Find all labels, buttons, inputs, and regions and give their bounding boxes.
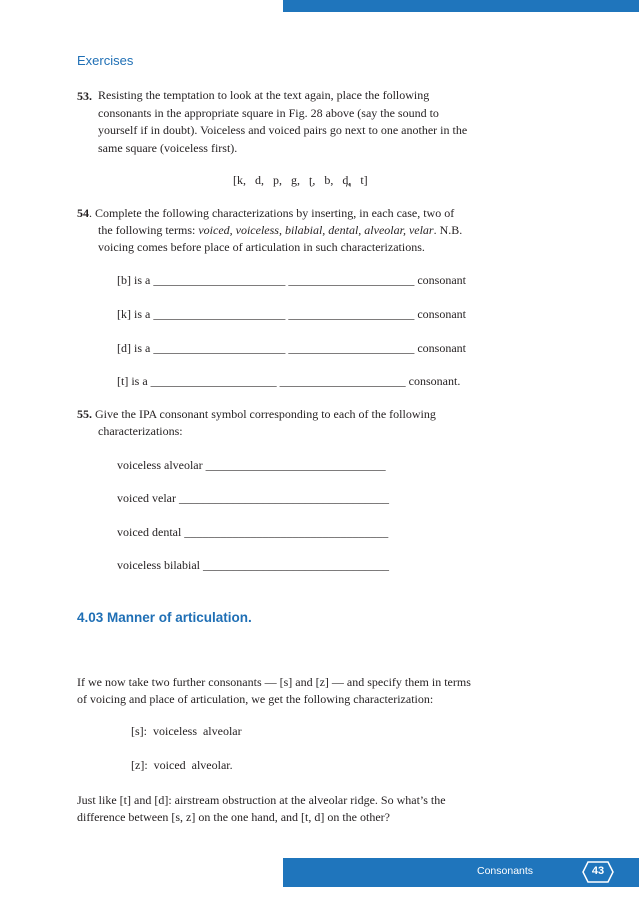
exercise-53-line-3: yourself if in doubt). Voiceless and voiced pairs go next to one another in the <box>98 123 468 137</box>
exercise-54-line-1-text: . Complete the following characterizations by inserting, in each case, two of <box>89 206 455 220</box>
section-para-1-line-2: of voicing and place of articulation, we get the following characterization: <box>77 692 434 706</box>
exercise-54-item-d: [d] is a ______________________ _____________________ consonant <box>117 341 466 355</box>
exercise-54-line-3: voicing comes before place of articulation in such characterizations. <box>98 240 425 254</box>
characterization-z: [z]: voiced alveolar. <box>131 758 233 772</box>
exercise-53-line-4: same square (voiceless first). <box>98 141 238 155</box>
exercise-55-line-1-text: Give the IPA consonant symbol corresponding to each of the following <box>92 407 436 421</box>
exercises-heading: Exercises <box>77 53 134 68</box>
exercise-53-number: 53. <box>77 89 92 103</box>
exercise-55-item-3: voiced dental __________________________________ <box>117 525 389 539</box>
exercise-54-terms: voiced, voiceless, bilabial, dental, alveolar, velar <box>198 223 434 237</box>
exercise-53-symbols: [k, d, p, g, ʈ, b, d̪, t] <box>233 173 368 187</box>
exercise-54-line-2-pre: the following terms: <box>98 223 199 237</box>
exercise-54-item-b: [b] is a ______________________ _____________________ consonant <box>117 273 466 287</box>
section-heading: 4.03 Manner of articulation. <box>77 610 252 625</box>
section-para-2-line-1: Just like [t] and [d]: airstream obstruction at the alveolar ridge. So what’s the <box>77 793 446 807</box>
exercise-55-line-2: characterizations: <box>98 424 183 438</box>
section-para-1-line-1: If we now take two further consonants — [s] and [z] — and specify them in terms <box>77 675 471 689</box>
section-para-2-line-2: difference between [s, z] on the one hand, and [t, d] on the other? <box>77 810 390 824</box>
top-accent-bar <box>283 0 639 12</box>
characterization-s: [s]: voiceless alveolar <box>131 724 242 738</box>
exercise-54-line-2-post: . N.B. <box>433 223 463 237</box>
exercise-54-line-1 <box>77 206 454 221</box>
exercise-55-item-4: voiceless bilabial _______________________________ <box>117 558 389 572</box>
page-number-badge <box>582 861 614 883</box>
page-number: 43 <box>591 865 605 877</box>
exercise-55-item-2: voiced velar ___________________________________ <box>117 491 389 505</box>
exercise-53-line-1: Resisting the temptation to look at the text again, place the following <box>98 88 430 102</box>
exercise-55-number: 55. <box>77 407 92 421</box>
exercise-54-number: 54 <box>77 206 89 220</box>
exercise-55-item-1: voiceless alveolar ______________________________ <box>117 458 386 472</box>
exercise-55-line-1 <box>77 407 436 422</box>
exercise-53-line-2: consonants in the appropriate square in Fig. 28 above (say the sound to <box>98 106 439 120</box>
exercise-54-item-t: [t] is a _____________________ _____________________ consonant. <box>117 374 461 388</box>
exercise-54-line-2 <box>98 223 462 238</box>
exercise-54-item-k: [k] is a ______________________ _____________________ consonant <box>117 307 466 321</box>
footer-chapter-label: Consonants <box>477 865 534 877</box>
